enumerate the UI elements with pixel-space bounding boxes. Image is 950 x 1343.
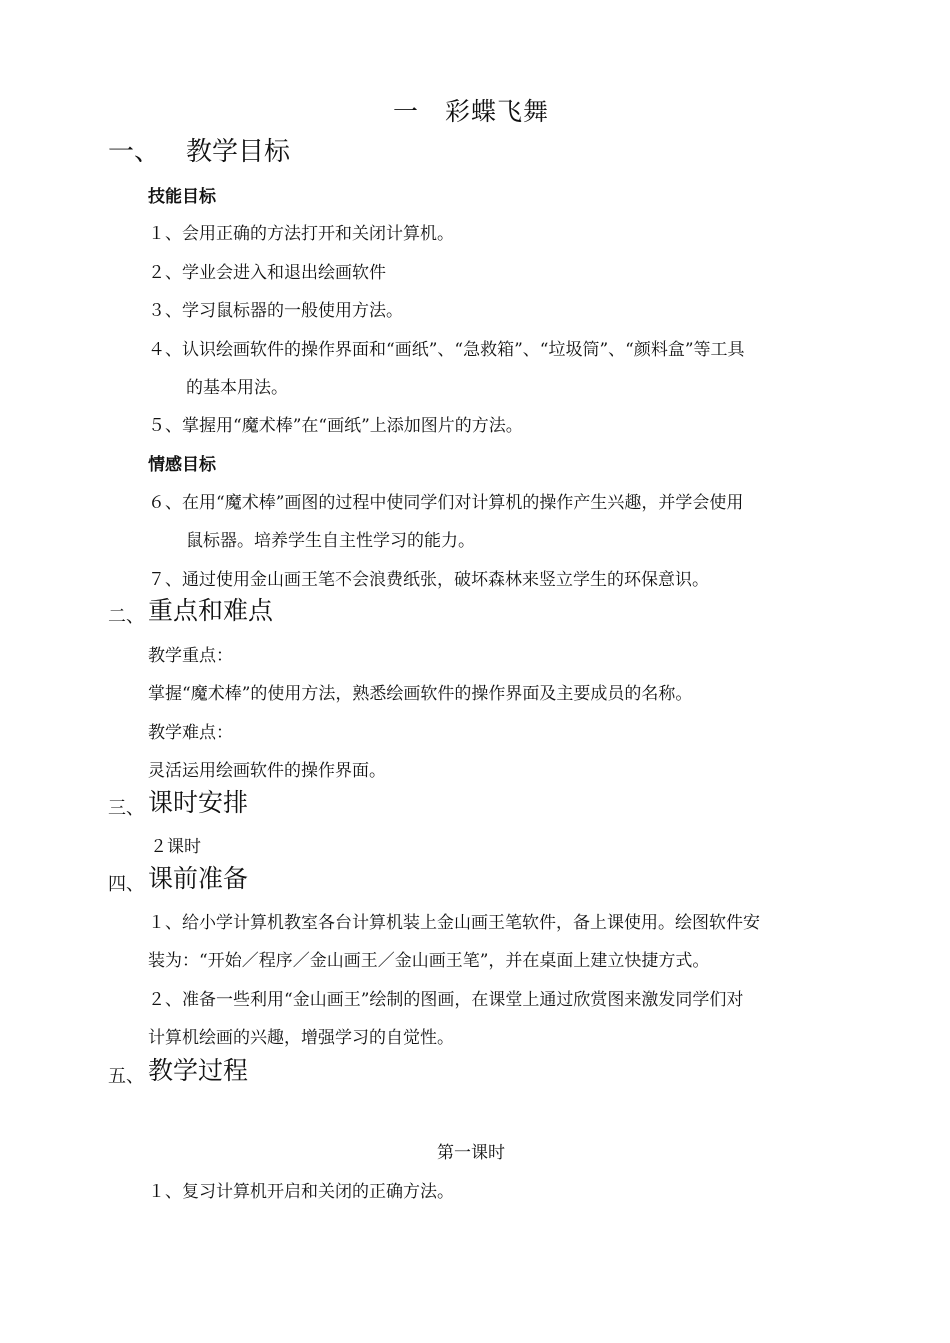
goal-item-7: ７、通过使用金山画王笔不会浪费纸张，破坏森林来竖立学生的环保意识。 <box>148 570 709 590</box>
section2-number: 二、 <box>108 606 144 627</box>
process-item-1: １、复习计算机开启和关闭的正确方法。 <box>148 1182 454 1202</box>
section4-number: 四、 <box>108 874 144 895</box>
goal-item-4: ４、认识绘画软件的操作界面和“画纸”、“急救箱”、“垃圾筒”、“颜料盒”等工具 <box>148 340 745 360</box>
difficulty-label: 教学难点： <box>148 723 233 743</box>
key-point-text: 掌握“魔术棒”的使用方法，熟悉绘画软件的操作界面及主要成员的名称。 <box>148 684 693 704</box>
goal-item-6: ６、在用“魔术棒”画图的过程中使同学们对计算机的操作产生兴趣，并学会使用 <box>148 493 744 513</box>
emotion-goals-title: 情感目标 <box>148 455 216 475</box>
class-hours: ２课时 <box>150 837 201 857</box>
goal-item-1: １、会用正确的方法打开和关闭计算机。 <box>148 224 454 244</box>
prep-line-1: １、给小学计算机教室各台计算机装上金山画王笔软件，备上课使用。绘图软件安 <box>148 913 760 933</box>
section2-heading: 重点和难点 <box>148 596 274 625</box>
prep-line-2: 装为：“开始／程序／金山画王／金山画王笔”，并在桌面上建立快捷方式。 <box>148 951 710 971</box>
skill-goals-title: 技能目标 <box>148 187 216 207</box>
difficulty-text: 灵活运用绘画软件的操作界面。 <box>148 761 386 781</box>
goal-item-2: ２、学业会进入和退出绘画软件 <box>148 263 386 283</box>
section1-heading: 教学目标 <box>186 137 291 167</box>
goal-item-4-cont: 的基本用法。 <box>186 378 288 398</box>
lesson-title: 第一课时 <box>437 1143 505 1163</box>
key-point-label: 教学重点： <box>148 646 233 666</box>
prep-line-3: ２、准备一些利用“金山画王”绘制的图画，在课堂上通过欣赏图来激发同学们对 <box>148 990 744 1010</box>
section4-heading: 课前准备 <box>148 864 249 893</box>
document-title: 一 彩蝶飞舞 <box>393 97 550 126</box>
section5-heading: 教学过程 <box>148 1056 249 1085</box>
section1-number: 一、 <box>108 137 161 167</box>
section3-heading: 课时安排 <box>148 788 249 817</box>
section5-number: 五、 <box>108 1066 144 1087</box>
goal-item-6-cont: 鼠标器。培养学生自主性学习的能力。 <box>186 531 475 551</box>
goal-item-5: ５、掌握用“魔术棒”在“画纸”上添加图片的方法。 <box>148 416 523 436</box>
prep-line-4: 计算机绘画的兴趣，增强学习的自觉性。 <box>148 1028 454 1048</box>
goal-item-3: ３、学习鼠标器的一般使用方法。 <box>148 301 403 321</box>
section3-number: 三、 <box>108 798 144 819</box>
